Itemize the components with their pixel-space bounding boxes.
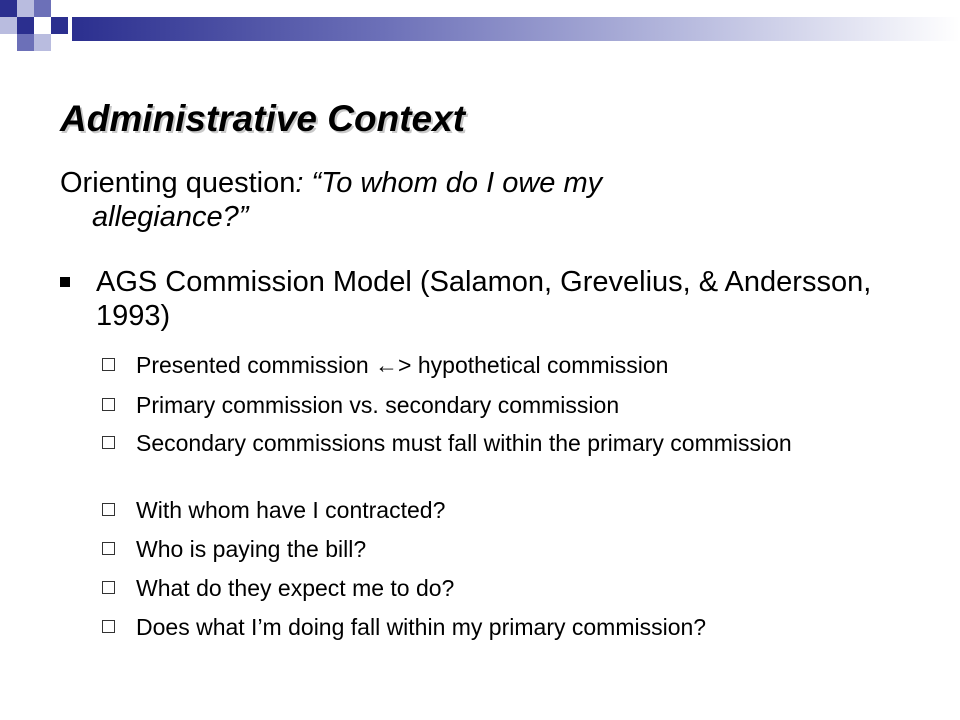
hollow-square-bullet-icon — [102, 398, 115, 411]
header-square-dark — [0, 0, 17, 17]
header-square-dark — [51, 17, 68, 34]
sub-bullet-text: Secondary commissions must fall within the primary commission — [136, 430, 792, 456]
sub-bullet — [102, 352, 882, 378]
main-bullet-text: AGS Commission Model (Salamon, Grevelius, & Andersson, 1993) — [96, 266, 872, 332]
sub-bullet — [102, 575, 882, 601]
header-square-mid — [34, 0, 51, 17]
hollow-square-bullet-icon — [102, 620, 115, 633]
sub-bullet — [102, 614, 882, 640]
hollow-square-bullet-icon — [102, 581, 115, 594]
orienting-question-text-line2: allegiance?” — [92, 201, 249, 233]
header-square-light — [17, 0, 34, 17]
sub-bullet-text: What do they expect me to do? — [136, 575, 455, 601]
slide-title: Administrative Context — [60, 98, 466, 139]
orienting-question — [60, 166, 880, 234]
header-square-mid — [17, 34, 34, 51]
sub-bullet — [102, 392, 882, 418]
orienting-label: Orienting question — [60, 167, 296, 199]
header-square-light — [34, 34, 51, 51]
hollow-square-bullet-icon — [102, 542, 115, 555]
sub-bullet-text: Who is paying the bill? — [136, 536, 367, 562]
hollow-square-bullet-icon — [102, 436, 115, 449]
sub-bullet — [102, 536, 882, 562]
sub-bullet — [102, 430, 882, 456]
header-square-light — [0, 17, 17, 34]
header-gradient-bar — [72, 17, 960, 41]
sub-bullet — [102, 497, 882, 523]
main-bullet — [60, 265, 920, 333]
hollow-square-bullet-icon — [102, 358, 115, 371]
header-square-dark — [17, 17, 34, 34]
sub-bullet-text: Primary commission vs. secondary commission — [136, 392, 620, 418]
sub-bullet-text: With whom have I contracted? — [136, 497, 446, 523]
orienting-question-text-line1: : “To whom do I owe my — [295, 167, 603, 199]
sub-bullet-text: Does what I’m doing fall within my primary commission? — [136, 614, 707, 640]
hollow-square-bullet-icon — [102, 503, 115, 516]
square-bullet-icon — [60, 277, 70, 287]
sub-bullet-text: Presented commission ←> hypothetical commission — [136, 352, 669, 378]
